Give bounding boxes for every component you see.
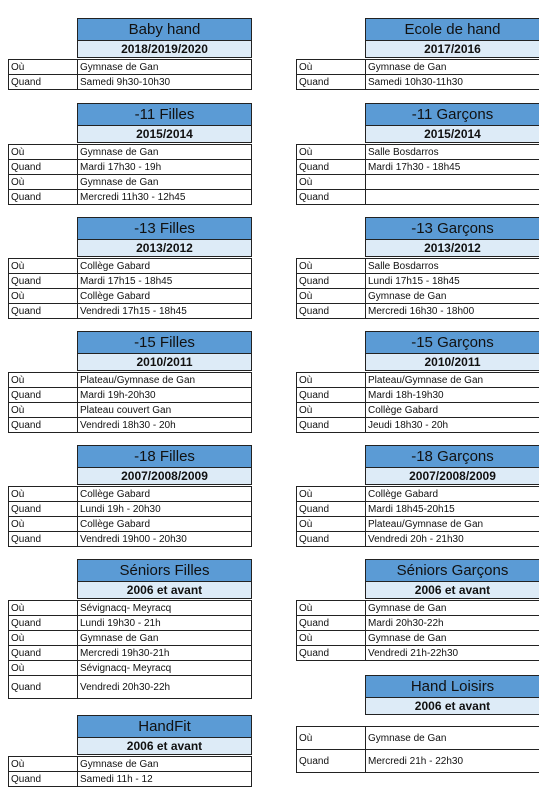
time-value [366, 190, 539, 205]
row-label: Où [9, 517, 78, 532]
location-value: Plateau/Gymnase de Gan [78, 373, 252, 388]
location-value: Collège Gabard [366, 403, 539, 418]
team-years: 2007/2008/2009 [77, 468, 252, 485]
team-years: 2006 et avant [365, 582, 539, 599]
schedule-table [296, 372, 539, 433]
location-row [297, 487, 539, 502]
team-years: 2010/2011 [77, 354, 252, 371]
location-row [9, 517, 252, 532]
time-row [9, 616, 252, 631]
time-row [9, 502, 252, 517]
time-row [297, 616, 539, 631]
row-label: Quand [9, 190, 78, 205]
time-row [297, 418, 539, 433]
row-label: Où [9, 403, 78, 418]
location-row [9, 175, 252, 190]
row-label: Où [297, 403, 366, 418]
time-row [9, 676, 252, 699]
team-title: -11 Filles [77, 103, 252, 126]
row-label: Où [9, 175, 78, 190]
row-label: Quand [297, 616, 366, 631]
time-row [9, 646, 252, 661]
team-title: -11 Garçons [365, 103, 539, 126]
row-label: Quand [297, 646, 366, 661]
location-value [366, 175, 539, 190]
time-value: Lundi 19h - 20h30 [78, 502, 252, 517]
row-label: Quand [9, 160, 78, 175]
time-value: Mercredi 11h30 - 12h45 [78, 190, 252, 205]
location-value: Gymnase de Gan [78, 631, 252, 646]
location-row [297, 259, 539, 274]
row-label: Où [9, 757, 78, 772]
location-value: Gymnase de Gan [78, 175, 252, 190]
schedule-table [296, 144, 539, 205]
row-label: Où [297, 373, 366, 388]
row-label: Quand [9, 388, 78, 403]
row-label: Où [297, 727, 366, 750]
location-row [9, 289, 252, 304]
location-row [297, 373, 539, 388]
team-years: 2010/2011 [365, 354, 539, 371]
team-title: Ecole de hand [365, 18, 539, 41]
row-label: Quand [9, 304, 78, 319]
location-value: Collège Gabard [78, 289, 252, 304]
team-years: 2013/2012 [77, 240, 252, 257]
time-row [9, 388, 252, 403]
location-row [297, 403, 539, 418]
time-value: Samedi 10h30-11h30 [366, 75, 539, 90]
row-label: Quand [9, 676, 78, 699]
row-label: Où [297, 289, 366, 304]
time-row [297, 750, 539, 773]
location-value: Collège Gabard [366, 487, 539, 502]
location-value: Gymnase de Gan [366, 631, 539, 646]
location-row [297, 145, 539, 160]
time-value: Mardi 17h30 - 18h45 [366, 160, 539, 175]
location-row [297, 289, 539, 304]
team-years: 2015/2014 [77, 126, 252, 143]
row-label: Où [9, 145, 78, 160]
row-label: Quand [9, 646, 78, 661]
team-title: -15 Garçons [365, 331, 539, 354]
row-label: Quand [9, 772, 78, 787]
location-row [297, 601, 539, 616]
row-label: Où [297, 145, 366, 160]
team-title: Baby hand [77, 18, 252, 41]
time-value: Vendredi 21h-22h30 [366, 646, 539, 661]
time-value: Lundi 17h15 - 18h45 [366, 274, 539, 289]
row-label: Quand [9, 502, 78, 517]
row-label: Quand [297, 532, 366, 547]
time-row [297, 75, 539, 90]
time-row [297, 532, 539, 547]
row-label: Quand [9, 274, 78, 289]
team-years: 2006 et avant [77, 738, 252, 755]
time-value: Samedi 9h30-10h30 [78, 75, 252, 90]
location-row [297, 175, 539, 190]
row-label: Où [297, 601, 366, 616]
row-label: Quand [297, 304, 366, 319]
team-title: Hand Loisirs [365, 675, 539, 698]
row-label: Où [9, 661, 78, 676]
location-row [9, 259, 252, 274]
location-value: Gymnase de Gan [366, 60, 539, 75]
location-row [9, 631, 252, 646]
row-label: Où [297, 175, 366, 190]
time-value: Vendredi 20h - 21h30 [366, 532, 539, 547]
time-row [9, 190, 252, 205]
row-label: Où [9, 373, 78, 388]
location-value: Gymnase de Gan [78, 60, 252, 75]
row-label: Quand [297, 274, 366, 289]
location-value: Gymnase de Gan [366, 727, 539, 750]
team-title: -18 Filles [77, 445, 252, 468]
time-row [9, 772, 252, 787]
time-row [297, 646, 539, 661]
time-row [297, 304, 539, 319]
location-value: Plateau/Gymnase de Gan [366, 517, 539, 532]
team-years: 2017/2016 [365, 41, 539, 58]
schedule-table [296, 726, 539, 773]
schedule-table [8, 144, 252, 205]
location-row [9, 403, 252, 418]
location-value: Salle Bosdarros [366, 259, 539, 274]
location-value: Plateau couvert Gan [78, 403, 252, 418]
row-label: Où [297, 487, 366, 502]
location-value: Sévignacq- Meyracq [78, 601, 252, 616]
row-label: Où [297, 60, 366, 75]
team-title: -13 Filles [77, 217, 252, 240]
time-value: Vendredi 17h15 - 18h45 [78, 304, 252, 319]
time-row [297, 388, 539, 403]
time-value: Mercredi 19h30-21h [78, 646, 252, 661]
team-years: 2007/2008/2009 [365, 468, 539, 485]
row-label: Quand [9, 616, 78, 631]
schedule-table [8, 258, 252, 319]
team-title: -18 Garçons [365, 445, 539, 468]
row-label: Où [9, 601, 78, 616]
time-row [297, 502, 539, 517]
time-row [9, 418, 252, 433]
row-label: Quand [297, 418, 366, 433]
time-row [9, 304, 252, 319]
time-value: Vendredi 20h30-22h [78, 676, 252, 699]
time-value: Mardi 20h30-22h [366, 616, 539, 631]
location-value: Collège Gabard [78, 259, 252, 274]
row-label: Où [297, 259, 366, 274]
team-title: Séniors Garçons [365, 559, 539, 582]
schedule-table [296, 486, 539, 547]
schedule-table [8, 372, 252, 433]
row-label: Quand [9, 532, 78, 547]
location-value: Plateau/Gymnase de Gan [366, 373, 539, 388]
team-title: -15 Filles [77, 331, 252, 354]
location-row [9, 145, 252, 160]
time-row [9, 532, 252, 547]
location-value: Gymnase de Gan [78, 757, 252, 772]
schedule-table [8, 600, 252, 699]
time-row [297, 274, 539, 289]
location-value: Collège Gabard [78, 487, 252, 502]
location-row [9, 757, 252, 772]
schedule-table [296, 59, 539, 90]
time-value: Vendredi 19h00 - 20h30 [78, 532, 252, 547]
team-title: HandFit [77, 715, 252, 738]
location-row [9, 601, 252, 616]
time-row [297, 160, 539, 175]
schedule-table [8, 756, 252, 787]
location-value: Gymnase de Gan [78, 145, 252, 160]
team-years: 2006 et avant [77, 582, 252, 599]
time-value: Mardi 19h-20h30 [78, 388, 252, 403]
row-label: Quand [297, 190, 366, 205]
time-value: Lundi 19h30 - 21h [78, 616, 252, 631]
time-row [9, 75, 252, 90]
row-label: Où [9, 259, 78, 274]
location-row [9, 373, 252, 388]
row-label: Où [297, 517, 366, 532]
row-label: Quand [297, 160, 366, 175]
schedule-table [8, 486, 252, 547]
location-row [297, 517, 539, 532]
location-value: Gymnase de Gan [366, 289, 539, 304]
time-row [297, 190, 539, 205]
team-years: 2018/2019/2020 [77, 41, 252, 58]
row-label: Quand [297, 75, 366, 90]
team-title: Séniors Filles [77, 559, 252, 582]
schedule-table [296, 258, 539, 319]
row-label: Où [9, 487, 78, 502]
location-row [297, 60, 539, 75]
location-value: Collège Gabard [78, 517, 252, 532]
row-label: Quand [9, 418, 78, 433]
time-value: Mardi 17h30 - 19h [78, 160, 252, 175]
location-value: Salle Bosdarros [366, 145, 539, 160]
location-row [297, 631, 539, 646]
team-years: 2015/2014 [365, 126, 539, 143]
row-label: Où [9, 631, 78, 646]
row-label: Où [9, 60, 78, 75]
location-value: Sévignacq- Meyracq [78, 661, 252, 676]
row-label: Quand [297, 502, 366, 517]
time-value: Mardi 17h15 - 18h45 [78, 274, 252, 289]
time-row [9, 160, 252, 175]
time-row [9, 274, 252, 289]
time-value: Vendredi 18h30 - 20h [78, 418, 252, 433]
time-value: Jeudi 18h30 - 20h [366, 418, 539, 433]
team-title: -13 Garçons [365, 217, 539, 240]
location-row [9, 487, 252, 502]
location-row [9, 661, 252, 676]
team-years: 2006 et avant [365, 698, 539, 715]
schedule-table [8, 59, 252, 90]
time-value: Samedi 11h - 12 [78, 772, 252, 787]
time-value: Mardi 18h-19h30 [366, 388, 539, 403]
location-row [297, 727, 539, 750]
location-value: Gymnase de Gan [366, 601, 539, 616]
time-value: Mardi 18h45-20h15 [366, 502, 539, 517]
location-row [9, 60, 252, 75]
row-label: Quand [297, 388, 366, 403]
row-label: Quand [297, 750, 366, 773]
time-value: Mercredi 21h - 22h30 [366, 750, 539, 773]
team-years: 2013/2012 [365, 240, 539, 257]
row-label: Où [297, 631, 366, 646]
time-value: Mercredi 16h30 - 18h00 [366, 304, 539, 319]
row-label: Où [9, 289, 78, 304]
row-label: Quand [9, 75, 78, 90]
schedule-table [296, 600, 539, 661]
